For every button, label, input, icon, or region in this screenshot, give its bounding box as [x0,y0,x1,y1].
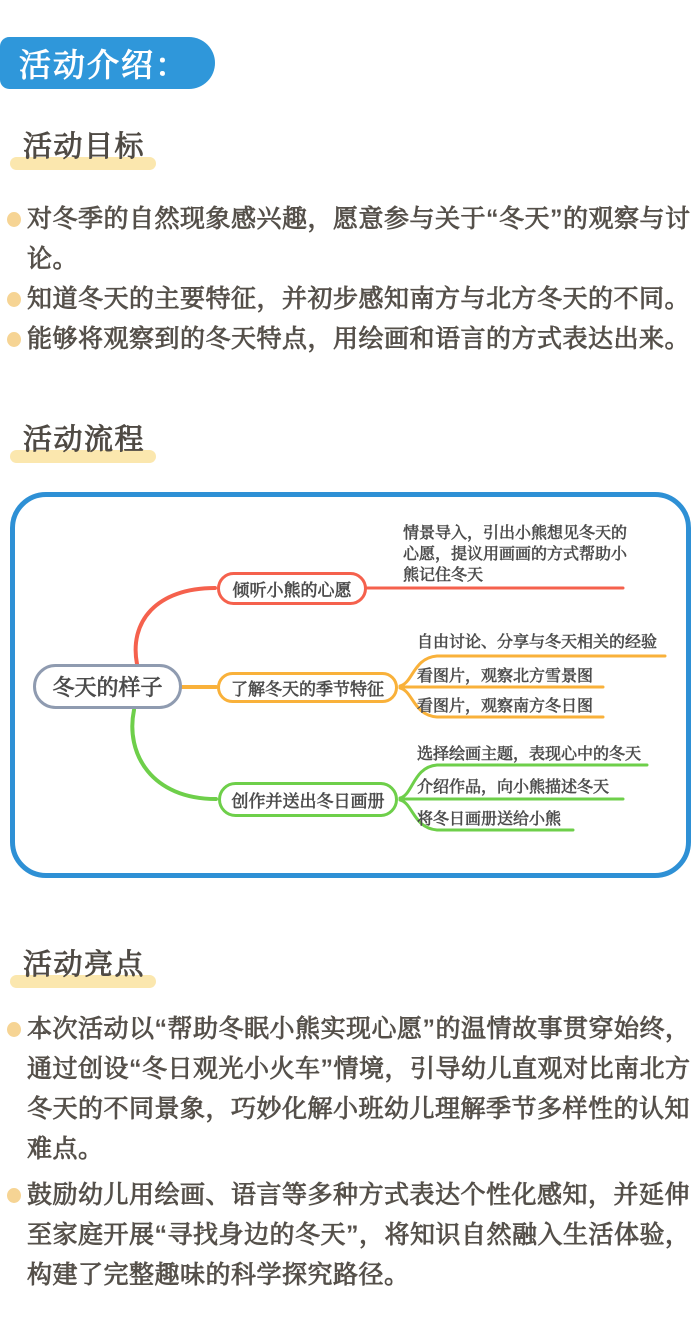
bullet-dot-icon [7,1188,21,1203]
mindmap-leaf: 看图片，观察北方雪景图 [417,668,594,685]
bullet-dot-icon [7,212,21,227]
highlights-list [0,1009,700,1295]
list-item [0,279,700,319]
list-item [0,1009,700,1169]
list-item [0,319,700,359]
goals-list [0,199,700,359]
goal-text: 对冬季的自然现象感兴趣，愿意参与关于“冬天”的观察与讨论。 [27,205,691,273]
process-heading: 活动流程 [23,424,146,456]
bullet-dot-icon [7,332,21,347]
mindmap-branch-node: 了解冬天的季节特征 [217,672,398,703]
bullet-dot-icon [7,292,21,307]
mindmap-leaf: 看图片，观察南方冬日图 [417,698,594,715]
list-item [0,1175,700,1295]
mindmap-root-node: 冬天的样子 [33,664,182,709]
page-title: 活动介绍： [19,47,190,83]
highlight-text: 鼓励幼儿用绘画、语言等多种方式表达个性化感知，并延伸至家庭开展“寻找身边的冬天”，将知识自然融入生活体验，构建了完整趣味的科学探究路径。 [27,1181,691,1289]
goal-text: 知道冬天的主要特征，并初步感知南方与北方冬天的不同。 [27,285,691,313]
mindmap-branch-node: 倾听小熊的心愿 [217,572,367,605]
mindmap-leaf: 情景导入，引出小熊想见冬天的心愿，提议用画画的方式帮助小熊记住冬天 [403,525,628,584]
process-mindmap [10,492,691,878]
page-title-badge [0,37,215,89]
mindmap-leaf: 自由讨论、分享与冬天相关的经验 [417,634,658,651]
highlights-heading: 活动亮点 [23,949,146,981]
highlight-text: 本次活动以“帮助冬眠小熊实现心愿”的温情故事贯穿始终，通过创设“冬日观光小火车”情境，引导幼儿直观对比南北方冬天的不同景象，巧妙化解小班幼儿理解季节多样性的认知难点。 [27,1015,691,1163]
mindmap-leaf: 选择绘画主题，表现心中的冬天 [417,746,642,763]
goals-heading: 活动目标 [23,131,146,163]
mindmap-branch-node: 创作并送出冬日画册 [218,782,398,817]
bullet-dot-icon [7,1022,21,1037]
goal-text: 能够将观察到的冬天特点，用绘画和语言的方式表达出来。 [27,325,691,353]
mindmap-leaf: 将冬日画册送给小熊 [417,811,562,828]
list-item [0,199,700,279]
mindmap-leaf: 介绍作品，向小熊描述冬天 [417,779,610,796]
